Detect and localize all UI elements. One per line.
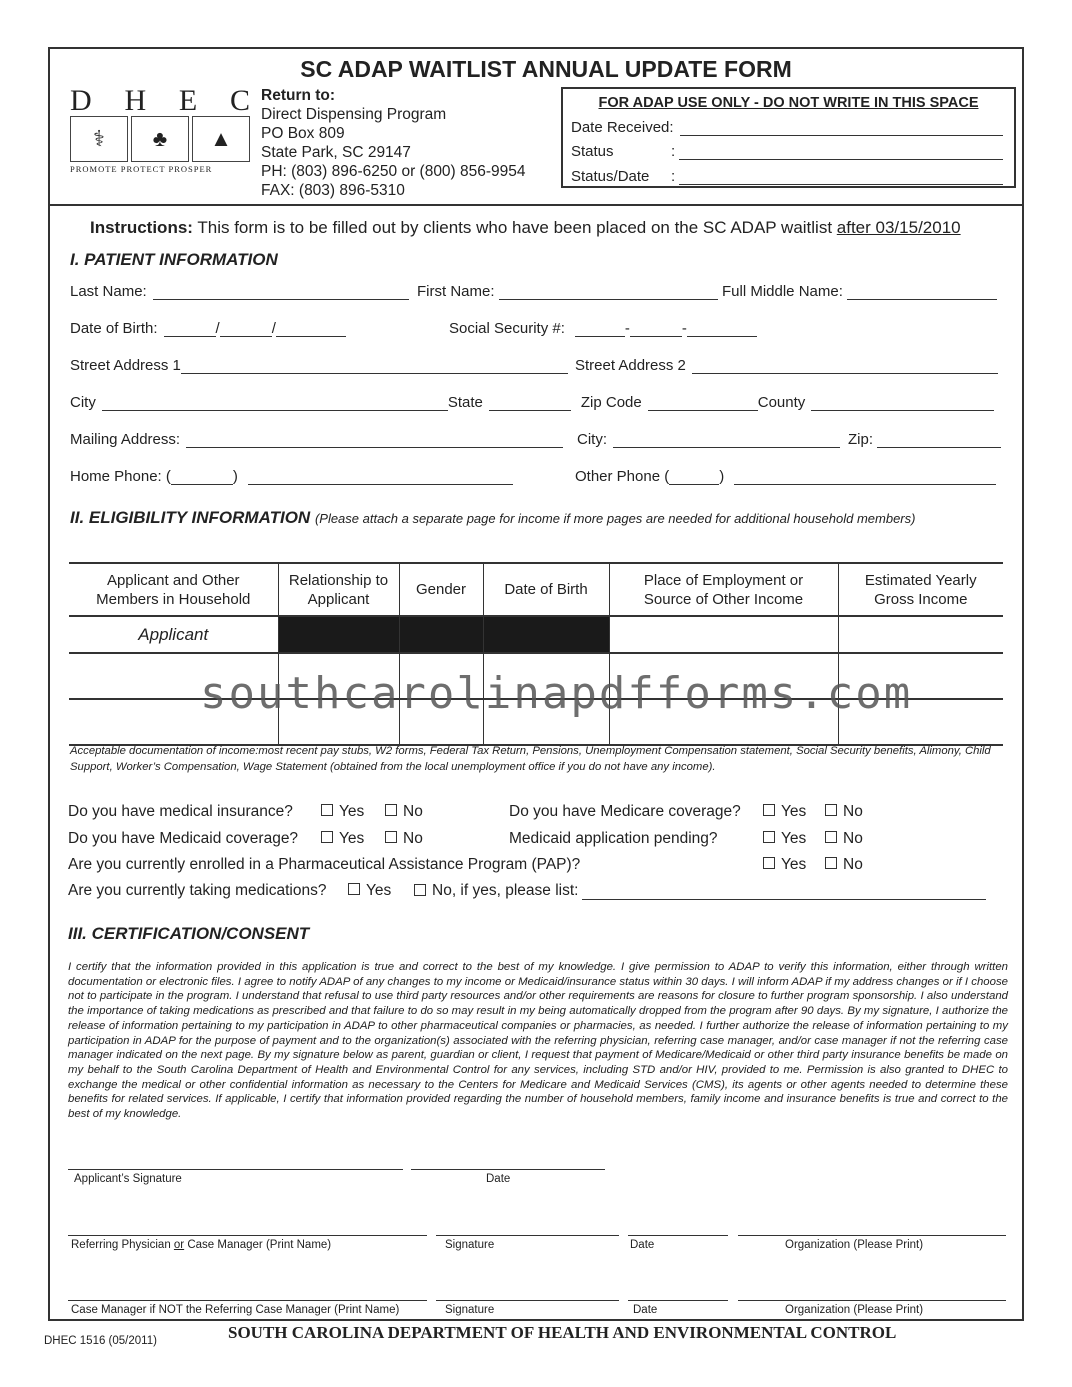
applicant-signature-label: Applicant’s Signature (74, 1173, 182, 1185)
table-cell[interactable] (609, 616, 838, 653)
logo-letter: H (124, 84, 147, 117)
return-line: PO Box 809 (261, 125, 345, 142)
checkbox[interactable] (385, 804, 397, 816)
caduceus-icon: ⚕ (70, 116, 128, 162)
ssn-label: Social Security #: (449, 320, 565, 337)
checkbox[interactable] (825, 831, 837, 843)
first-name-row (417, 283, 718, 300)
state-label: State (447, 394, 483, 411)
middle-name-field[interactable] (847, 285, 997, 300)
home-phone-label: Home Phone: ( (70, 468, 171, 485)
table-cell-blocked (399, 616, 483, 653)
logo-letter: D (70, 84, 92, 117)
colon: : (671, 143, 676, 160)
yes-label: Yes (339, 803, 365, 820)
patient-info-heading: I. PATIENT INFORMATION (70, 250, 278, 269)
mail-city-row (577, 431, 1001, 448)
question-medicaid-pending: Medicaid application pending? (509, 830, 718, 847)
applicant-row-label: Applicant (69, 616, 278, 653)
instructions (90, 218, 961, 238)
form-number: DHEC 1516 (05/2011) (44, 1335, 157, 1347)
last-name-label: Last Name: (70, 283, 147, 300)
case-manager-name-field[interactable] (68, 1300, 427, 1316)
dob-month-field[interactable] (164, 322, 216, 337)
col-header-income: Estimated Yearly Gross Income (838, 563, 1003, 616)
question-medicaid: Do you have Medicaid coverage? (68, 830, 299, 847)
no-label: No (843, 803, 863, 820)
city-label: City (70, 394, 96, 411)
dhec-logo (70, 84, 250, 176)
certification-heading: III. CERTIFICATION/CONSENT (68, 924, 310, 943)
medicaid-yes[interactable] (321, 830, 364, 848)
pap-yes[interactable] (763, 856, 806, 874)
first-name-label: First Name: (417, 283, 495, 300)
yes-label: Yes (781, 803, 807, 820)
question-medications: Are you currently taking medications? (68, 882, 327, 899)
checkbox[interactable] (321, 804, 333, 816)
form-title: SC ADAP WAITLIST ANNUAL UPDATE FORM (300, 56, 792, 82)
street1-field[interactable] (181, 359, 568, 374)
medical-insurance-yes[interactable] (321, 803, 364, 821)
home-phone-area-field[interactable] (171, 470, 233, 485)
return-line: State Park, SC 29147 (261, 144, 411, 161)
slash: / (215, 320, 220, 337)
mail-city-label: City: (577, 431, 607, 448)
date-received-row (571, 119, 1003, 136)
signature-label: Signature (445, 1239, 495, 1251)
status-date-label: Status/Date (571, 168, 650, 185)
question-pap: Are you currently enrolled in a Pharmaceutical Assistance Program (PAP)? (68, 856, 581, 873)
ssn-part2-field[interactable] (630, 322, 682, 337)
city-field[interactable] (102, 396, 448, 411)
applicant-signature-field[interactable] (68, 1169, 403, 1185)
col-header-dob: Date of Birth (483, 563, 609, 616)
date-label: Date (633, 1304, 658, 1316)
no-label: No (843, 830, 863, 847)
office-use-box (561, 87, 1016, 188)
checkbox[interactable] (825, 857, 837, 869)
ssn-part3-field[interactable] (687, 322, 757, 337)
dob-label: Date of Birth: (70, 320, 158, 337)
date-label: Date (486, 1173, 511, 1185)
other-phone-area-field[interactable] (669, 470, 719, 485)
colon: : (671, 168, 676, 185)
dob-row (70, 320, 346, 337)
date-received-label: Date Received: (571, 119, 674, 136)
middle-name-label: Full Middle Name: (722, 283, 843, 300)
medications-list-field[interactable] (582, 885, 986, 900)
zip-field[interactable] (648, 396, 758, 411)
certification-text: I certify that the information provided in this application is true and correct to the best of my knowledge. I give permission to ADAP to verify this information, either through written documentation or electronic files. I agree to notify ADAP of any changes to my income or Medicaid/insurance status within 30 days. I will inform ADAP if my address changes or if I choose not to participate in the program. I understand that refusal to use third party resources and/or other requirements are reasons for closure to further program sponsorship. I also understand the importance of taking medications as prescribed and that failure to do so may result in my being automatically dropped from the program after 90 days. By my signature, I authorize the release of information pertaining to my participation in ADAP to other pharmaceutical companies or pharmacies, as needed. I further authorize the release of information pertaining to my participation in ADAP for the purpose of payment and to the organization(s) associated with the referring physician, referring case manager, and/or case manager if not the referring case manager indicated on the next page. By my signature below as parent, guardian or client, I request that payment of Medicare/Medicaid or other third party insurance benefits be made on my behalf to the South Carolina Department of Health and Environmental Control for any services, including STD and/or HIV, provided to me. Permission is also granted to DHEC to exchange the medical or other confidential information as necessary to the Centers for Medicare and Medicaid Services (CMS), its agents or other agents needed to determine these benefits for related services. If applicable, I certify that information provided regarding the number of household members, family income and insurance benefits is true and correct to the best of my knowledge. (68, 961, 1008, 1121)
referring-organization-field[interactable] (738, 1235, 1006, 1251)
return-address (261, 86, 526, 200)
paren: ) (719, 468, 725, 485)
instructions-date: after 03/15/2010 (836, 218, 961, 237)
street1-label: Street Address 1 (70, 357, 181, 374)
ssn-row (449, 320, 757, 337)
middle-name-row (722, 283, 997, 300)
checkbox[interactable] (414, 884, 426, 896)
logo-motto: PROMOTE PROTECT PROSPER (70, 164, 213, 174)
case-manager-organization-field[interactable] (738, 1300, 1006, 1316)
state-map-icon: ▲ (192, 116, 250, 162)
watermark: southcarolinapdfforms.com (200, 668, 913, 719)
first-name-field[interactable] (499, 285, 718, 300)
other-phone-row (575, 468, 996, 485)
header-divider (48, 204, 1024, 206)
state-field[interactable] (489, 396, 571, 411)
street2-label: Street Address 2 (575, 357, 686, 374)
zip-label: Zip Code (580, 394, 642, 411)
ref-or: or (173, 1239, 185, 1251)
logo-letter: C (229, 84, 250, 117)
medicaid-pending-yes[interactable] (763, 830, 806, 848)
no-label: No (403, 803, 423, 820)
county-field[interactable] (811, 396, 994, 411)
referring-name-field[interactable] (68, 1235, 427, 1251)
street2-field[interactable] (692, 359, 998, 374)
case-manager-date-field[interactable] (628, 1300, 728, 1316)
return-line: Direct Dispensing Program (261, 106, 447, 123)
case-manager-label: Case Manager if NOT the Referring Case Manager (Print Name) (71, 1304, 400, 1316)
last-name-row (70, 283, 409, 300)
return-line: FAX: (803) 896-5310 (261, 182, 405, 199)
instructions-label: Instructions: (90, 218, 193, 237)
table-cell-blocked (278, 616, 399, 653)
organization-label: Organization (Please Print) (785, 1304, 924, 1316)
other-phone-field[interactable] (734, 470, 996, 485)
tree-icon: ♣ (131, 116, 189, 162)
no-list-label: No, if yes, please list: (432, 882, 579, 899)
eligibility-note: (Please attach a separate page for income if more pages are needed for additional household members) (314, 511, 916, 526)
referring-date-field[interactable] (628, 1235, 728, 1251)
street2-row (575, 357, 998, 374)
slash: / (271, 320, 276, 337)
applicant-date-field[interactable] (411, 1169, 605, 1185)
checkbox[interactable] (825, 804, 837, 816)
county-label: County (757, 394, 806, 411)
eligibility-title: II. ELIGIBILITY INFORMATION (70, 508, 311, 527)
agency-footer: SOUTH CAROLINA DEPARTMENT OF HEALTH AND ENVIRONMENTAL CONTROL (228, 1323, 897, 1342)
case-manager-signature-field[interactable] (436, 1300, 619, 1316)
question-medicare: Do you have Medicare coverage? (509, 803, 741, 820)
checkbox[interactable] (321, 831, 333, 843)
ref-pre: Referring Physician (71, 1239, 174, 1251)
organization-label: Organization (Please Print) (785, 1239, 924, 1251)
checkbox[interactable] (348, 883, 360, 895)
yes-label: Yes (366, 882, 392, 899)
return-to-label: Return to: (261, 87, 336, 104)
status-date-field[interactable] (679, 170, 1003, 185)
date-received-field[interactable] (680, 121, 1003, 136)
medicaid-pending-no[interactable] (825, 830, 863, 848)
income-documentation-note: Acceptable documentation of income:most recent pay stubs, W2 forms, Federal Tax Return, Pensions, Unemployment Compensation statement, Social Security benefits, Alimony, Child Support, Worker’s Compensation, Wage Statement (obtained from the local unemployment office if you do not have any income). (70, 745, 991, 773)
medications-no[interactable] (414, 882, 986, 900)
col-header-relationship: Relationship to Applicant (278, 563, 399, 616)
ssn-part1-field[interactable] (575, 322, 625, 337)
eligibility-heading (70, 508, 915, 528)
mail-zip-field[interactable] (877, 433, 1001, 448)
dob-day-field[interactable] (220, 322, 272, 337)
home-phone-row (70, 468, 513, 485)
dob-year-field[interactable] (276, 322, 346, 337)
instructions-text: This form is to be filled out by clients who have been placed on the SC ADAP waitlist (192, 218, 837, 237)
table-cell-blocked (483, 616, 609, 653)
mailing-field[interactable] (186, 433, 563, 448)
checkbox[interactable] (763, 857, 775, 869)
street1-row (70, 357, 568, 374)
medicare-no[interactable] (825, 803, 863, 821)
col-header-gender: Gender (399, 563, 483, 616)
yes-label: Yes (339, 830, 365, 847)
last-name-field[interactable] (153, 285, 409, 300)
status-row (571, 143, 1003, 160)
date-label: Date (630, 1239, 655, 1251)
signature-label: Signature (445, 1304, 495, 1316)
mail-zip-label: Zip: (848, 431, 874, 448)
dash: - (624, 320, 630, 337)
table-cell[interactable] (838, 616, 1003, 653)
mailing-row (70, 431, 563, 448)
status-field[interactable] (679, 145, 1003, 160)
checkbox[interactable] (763, 804, 775, 816)
no-label: No (843, 856, 863, 873)
col-header-employment: Place of Employment or Source of Other Income (609, 563, 838, 616)
mailing-label: Mailing Address: (70, 431, 181, 448)
pap-no[interactable] (825, 856, 863, 874)
paren: ) (232, 468, 238, 485)
col-header-members: Applicant and Other Members in Household (96, 571, 251, 608)
mail-city-field[interactable] (613, 433, 840, 448)
logo-letter: E (178, 84, 198, 117)
referring-name-label (71, 1239, 331, 1251)
medicare-yes[interactable] (763, 803, 806, 821)
checkbox[interactable] (763, 831, 775, 843)
city-row (70, 394, 994, 411)
no-label: No (403, 830, 423, 847)
status-label: Status (571, 143, 614, 160)
dash: - (681, 320, 687, 337)
medications-yes[interactable] (348, 882, 391, 900)
return-line: PH: (803) 896-6250 or (800) 856-9954 (261, 163, 526, 180)
yes-label: Yes (781, 856, 807, 873)
yes-label: Yes (781, 830, 807, 847)
medical-insurance-no[interactable] (385, 803, 423, 821)
checkbox[interactable] (385, 831, 397, 843)
home-phone-field[interactable] (248, 470, 513, 485)
other-phone-label: Other Phone ( (575, 468, 670, 485)
status-date-row (571, 168, 1003, 185)
ref-post: Case Manager (Print Name) (184, 1239, 332, 1251)
referring-signature-field[interactable] (436, 1235, 619, 1251)
question-medical-insurance: Do you have medical insurance? (68, 803, 293, 820)
medicaid-no[interactable] (385, 830, 423, 848)
office-use-heading: FOR ADAP USE ONLY - DO NOT WRITE IN THIS SPACE (598, 95, 979, 111)
